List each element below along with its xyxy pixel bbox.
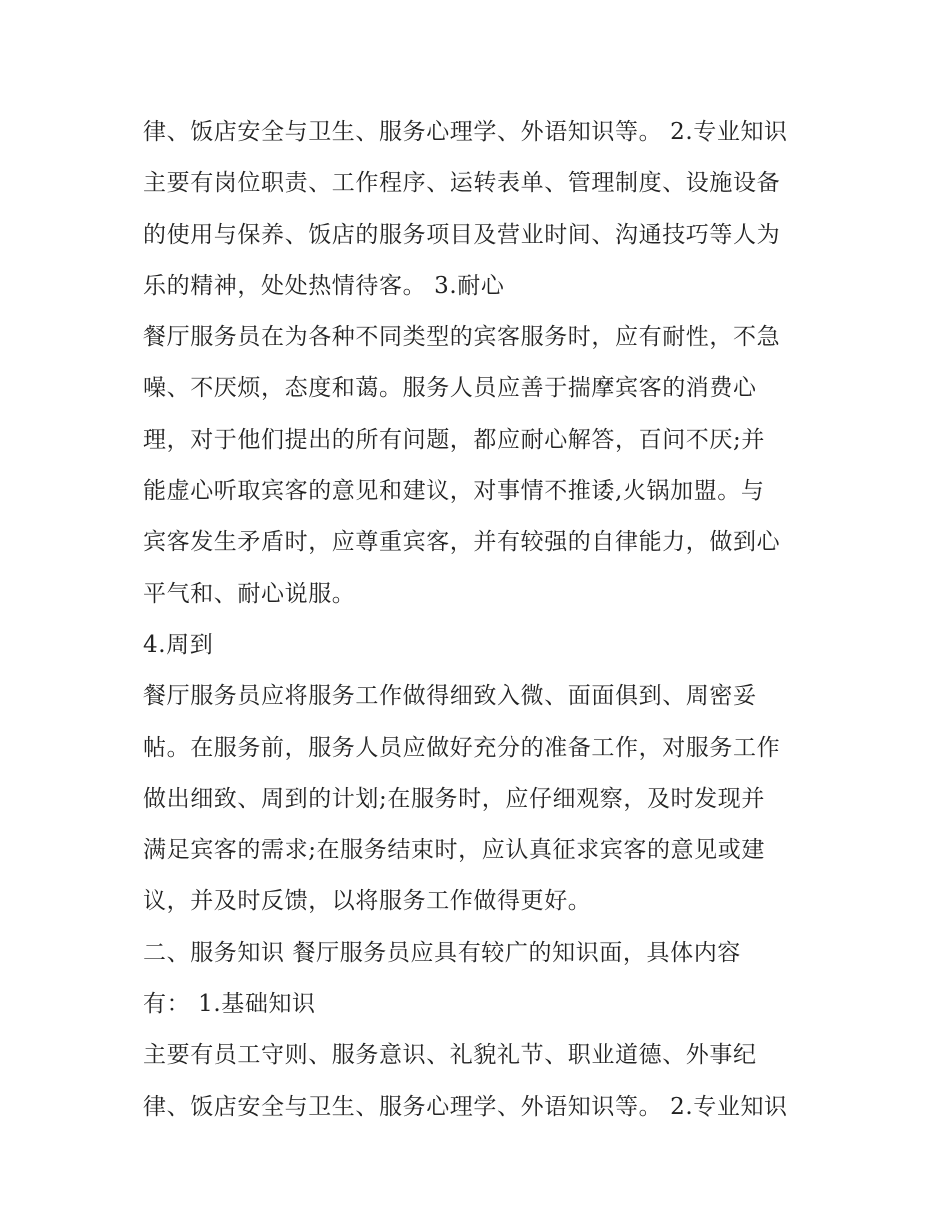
text-line: 满足宾客的需求;在服务结束时，应认真征求宾客的意见或建 (143, 837, 765, 864)
text-line: 议，并及时反馈，以将服务工作做得更好。 (143, 888, 592, 915)
text-line: 能虚心听取宾客的意见和建议，对事情不推诿,火锅加盟。与 (143, 478, 765, 505)
text-line: 做出细致、周到的计划;在服务时，应仔细观察，及时发现并 (143, 785, 765, 812)
body-text (143, 107, 823, 1133)
text-line: 主要有员工守则、服务意识、礼貌礼节、职业道德、外事纪 (143, 1042, 757, 1069)
text-line: 律、饭店安全与卫生、服务心理学、外语知识等。 2.专业知识 (143, 119, 788, 145)
section-heading: 4.周到 (143, 631, 214, 658)
text-line: 宾客发生矛盾时，应尊重宾客，并有较强的自律能力，做到心 (143, 529, 781, 556)
text-line: 帖。在服务前，服务人员应做好充分的准备工作，对服务工作 (143, 734, 781, 761)
text-line: 噪、不厌烦，态度和蔼。服务人员应善于揣摩宾客的消费心 (143, 375, 757, 402)
text-line: 乐的精神，处处热情待客。 3.耐心 (143, 272, 505, 299)
text-line: 餐厅服务员应将服务工作做得细致入微、面面俱到、周密妥 (143, 683, 757, 710)
text-line: 主要有岗位职责、工作程序、运转表单、管理制度、设施设备 (143, 170, 781, 197)
text-line: 有： 1.基础知识 (143, 991, 316, 1018)
text-line: 理，对于他们提出的所有问题，都应耐心解答，百问不厌;并 (143, 426, 765, 453)
text-line: 律、饭店安全与卫生、服务心理学、外语知识等。 2.专业知识 (143, 1093, 788, 1120)
text-line: 平气和、耐心说服。 (143, 580, 356, 607)
text-line: 二、服务知识 餐厅服务员应具有较广的知识面，具体内容 (143, 939, 741, 966)
text-line: 的使用与保养、饭店的服务项目及营业时间、沟通技巧等人为 (143, 221, 781, 248)
text-line: 餐厅服务员在为各种不同类型的宾客服务时，应有耐性，不急 (143, 324, 781, 351)
